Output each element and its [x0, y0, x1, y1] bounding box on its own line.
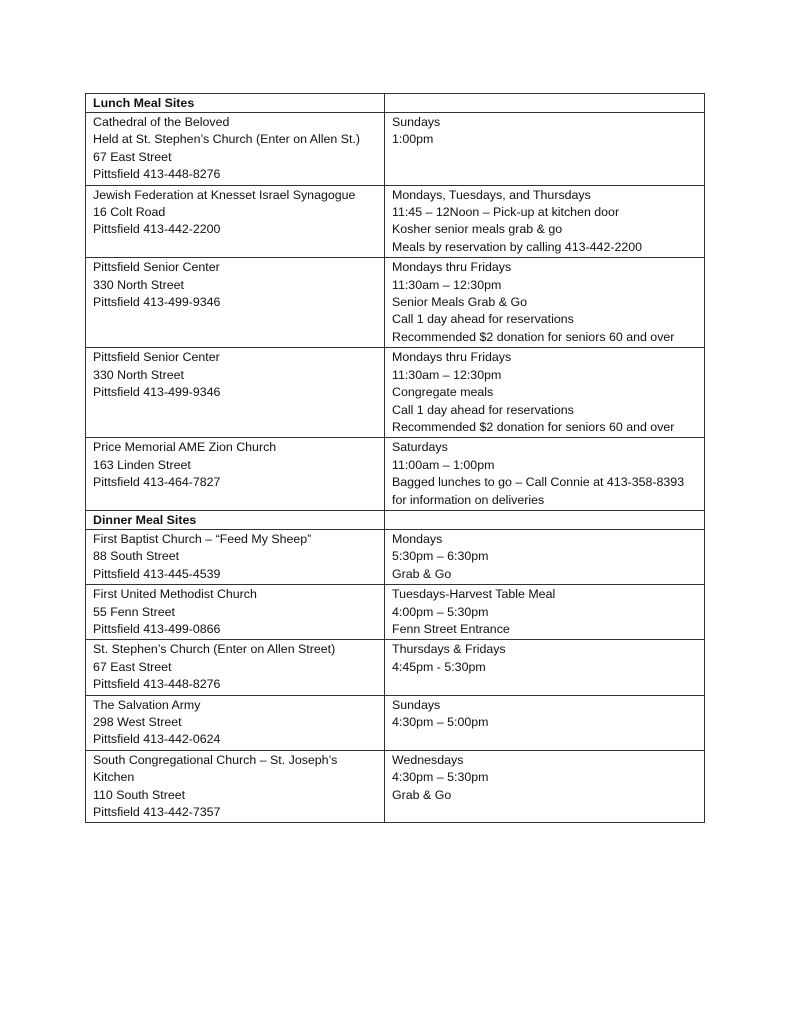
site-info-line: First United Methodist Church — [93, 587, 257, 602]
site-info-line: Pittsfield 413-448-8276 — [93, 167, 221, 182]
schedule-line: 1:00pm — [392, 132, 434, 147]
schedule-line: Call 1 day ahead for reservations — [392, 402, 574, 417]
schedule-line: 5:30pm – 6:30pm — [392, 549, 489, 564]
schedule-line: 11:00am – 1:00pm — [392, 457, 495, 472]
meal-sites-table — [85, 93, 705, 823]
site-info-line: Cathedral of the Beloved — [93, 115, 230, 129]
schedule-line: 4:30pm – 5:30pm — [392, 770, 489, 785]
schedule-line: Meals by reservation by calling 413-442-2200 — [392, 239, 643, 254]
site-info-line: 88 South Street — [93, 549, 180, 564]
table-row — [86, 185, 705, 258]
site-info-line: Jewish Federation at Knesset Israel Synagogue — [93, 187, 356, 202]
site-info-line: Price Memorial AME Zion Church — [93, 440, 277, 455]
schedule-line: Congregate meals — [392, 385, 494, 400]
site-info-line: Pittsfield 413-499-9346 — [93, 295, 221, 310]
site-info-line: 110 South Street — [93, 787, 186, 802]
site-info-line: Kitchen — [93, 770, 135, 785]
table-row — [86, 258, 705, 348]
site-info-line: 298 West Street — [93, 715, 182, 729]
table-row — [86, 438, 705, 511]
section-heading: Dinner Meal Sites — [86, 510, 385, 529]
schedule-line: 11:30am – 12:30pm — [392, 277, 502, 292]
site-info-line: Pittsfield 413-464-7827 — [93, 475, 221, 490]
table-row — [86, 585, 705, 640]
schedule-line: 11:45 – 12Noon – Pick-up at kitchen door — [392, 205, 620, 220]
site-info-cell — [86, 529, 385, 584]
schedule-line: Mondays, Tuesdays, and Thursdays — [392, 187, 591, 202]
schedule-cell — [385, 438, 705, 511]
site-info-line: South Congregational Church – St. Joseph’s — [93, 752, 338, 767]
site-info-cell — [86, 640, 385, 695]
site-info-line: 330 North Street — [93, 367, 184, 382]
section-heading: Lunch Meal Sites — [86, 94, 385, 113]
schedule-cell — [385, 258, 705, 348]
site-info-line: 16 Colt Road — [93, 205, 166, 220]
site-info-line: 67 East Street — [93, 659, 172, 674]
schedule-line: Grab & Go — [392, 787, 452, 802]
schedule-line: Recommended $2 donation for seniors 60 and over — [392, 329, 675, 344]
site-info-line: Pittsfield 413-442-2200 — [93, 222, 221, 237]
schedule-line: Call 1 day ahead for reservations — [392, 312, 574, 327]
site-info-line: 163 Linden Street — [93, 457, 191, 472]
schedule-cell — [385, 695, 705, 750]
site-info-line: Pittsfield 413-499-0866 — [93, 621, 221, 636]
schedule-cell — [385, 529, 705, 584]
schedule-line: Wednesdays — [392, 752, 464, 767]
schedule-line: Saturdays — [392, 440, 448, 455]
site-info-line: Pittsfield 413-442-0624 — [93, 732, 221, 747]
table-row — [86, 348, 705, 438]
site-info-cell — [86, 750, 385, 823]
schedule-line: 4:00pm – 5:30pm — [392, 604, 489, 619]
schedule-line: Tuesdays-Harvest Table Meal — [392, 587, 556, 602]
schedule-line: Sundays — [392, 697, 441, 712]
schedule-line: Kosher senior meals grab & go — [392, 222, 563, 237]
site-info-line: 55 Fenn Street — [93, 604, 175, 619]
section-header-row — [86, 94, 705, 113]
schedule-line: 4:30pm – 5:00pm — [392, 715, 489, 729]
schedule-cell — [385, 348, 705, 438]
site-info-line: Pittsfield 413-499-9346 — [93, 385, 221, 400]
schedule-cell — [385, 585, 705, 640]
meal-sites-table-body — [86, 94, 705, 823]
site-info-line: 330 North Street — [93, 277, 184, 292]
schedule-cell — [385, 113, 705, 186]
site-info-line: St. Stephen’s Church (Enter on Allen Street) — [93, 642, 336, 657]
site-info-line: Pittsfield 413-442-7357 — [93, 805, 221, 820]
site-info-line: Pittsfield 413-445-4539 — [93, 566, 221, 581]
schedule-cell — [385, 185, 705, 258]
site-info-line: Pittsfield 413-448-8276 — [93, 677, 221, 692]
site-info-cell — [86, 695, 385, 750]
schedule-line: Senior Meals Grab & Go — [392, 295, 527, 310]
site-info-cell — [86, 348, 385, 438]
schedule-line: Fenn Street Entrance — [392, 621, 510, 636]
schedule-line: Bagged lunches to go – Call Connie at 413-358-8393 — [392, 475, 685, 490]
schedule-line: Sundays — [392, 115, 441, 129]
schedule-cell — [385, 640, 705, 695]
section-heading-empty-cell — [385, 510, 705, 529]
site-info-line: 67 East Street — [93, 149, 172, 164]
table-row — [86, 750, 705, 823]
schedule-line: Mondays — [392, 531, 443, 546]
schedule-line: Grab & Go — [392, 566, 452, 581]
section-heading-empty-cell — [385, 94, 705, 113]
table-row — [86, 113, 705, 186]
table-row — [86, 695, 705, 750]
schedule-cell — [385, 750, 705, 823]
site-info-line: First Baptist Church – “Feed My Sheep” — [93, 531, 312, 546]
schedule-line: Mondays thru Fridays — [392, 350, 512, 365]
schedule-line: 11:30am – 12:30pm — [392, 367, 502, 382]
schedule-line: 4:45pm - 5:30pm — [392, 659, 486, 674]
schedule-line: for information on deliveries — [392, 492, 545, 507]
site-info-line: Held at St. Stephen’s Church (Enter on Allen St.) — [93, 132, 361, 147]
site-info-line: Pittsfield Senior Center — [93, 260, 220, 275]
site-info-cell — [86, 185, 385, 258]
schedule-line: Mondays thru Fridays — [392, 260, 512, 275]
table-row — [86, 529, 705, 584]
site-info-line: The Salvation Army — [93, 697, 201, 712]
site-info-cell — [86, 438, 385, 511]
site-info-cell — [86, 113, 385, 186]
schedule-line: Thursdays & Fridays — [392, 642, 506, 657]
site-info-cell — [86, 585, 385, 640]
site-info-cell — [86, 258, 385, 348]
section-header-row — [86, 510, 705, 529]
schedule-line: Recommended $2 donation for seniors 60 and over — [392, 419, 675, 434]
table-row — [86, 640, 705, 695]
site-info-line: Pittsfield Senior Center — [93, 350, 220, 365]
